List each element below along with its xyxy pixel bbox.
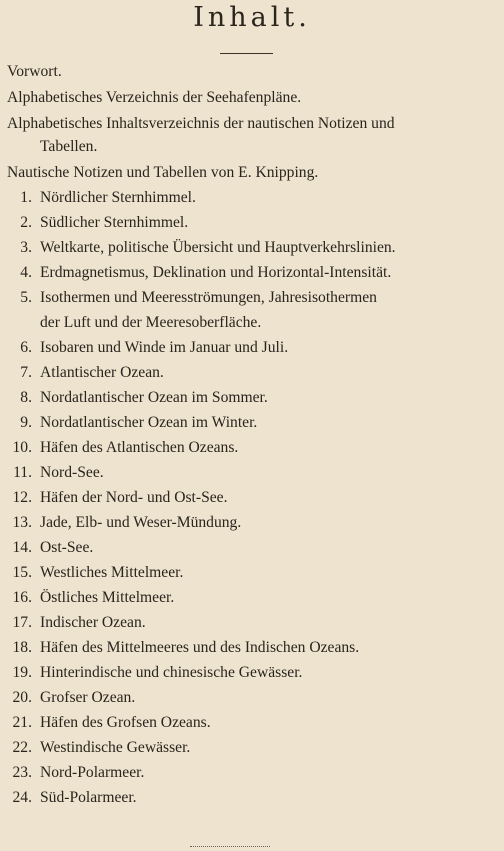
toc-number: 20.	[12, 689, 32, 706]
toc-title: Jade, Elb- und Weser-Mündung.	[40, 514, 242, 531]
toc-number: 17.	[12, 614, 32, 631]
toc-title: Nordatlantischer Ozean im Winter.	[40, 414, 258, 431]
toc-title: Nordatlantischer Ozean im Sommer.	[40, 389, 268, 406]
toc-number: 2.	[20, 214, 32, 231]
toc-number: 6.	[20, 339, 32, 356]
toc-number: 3.	[20, 239, 32, 256]
toc-number: 12.	[12, 489, 32, 506]
toc-title: Erdmagnetismus, Deklination und Horizontal-Intensität.	[40, 264, 392, 281]
toc-number: 11.	[13, 464, 32, 481]
toc-title: Indischer Ozean.	[40, 614, 146, 631]
toc-title: Isobaren und Winde im Januar und Juli.	[40, 339, 289, 356]
toc-item	[0, 188, 504, 213]
toc-item	[0, 688, 504, 713]
toc-number: 15.	[12, 564, 32, 581]
toc-item	[0, 513, 504, 538]
toc-item	[0, 538, 504, 563]
toc-item	[0, 488, 504, 513]
toc-number: 19.	[12, 664, 32, 681]
toc-number: 23.	[12, 764, 32, 781]
toc-title: Östliches Mittelmeer.	[40, 589, 175, 606]
toc-title: Häfen des Mittelmeeres und des Indischen Ozeans.	[40, 639, 360, 656]
toc-title: Süd-Polarmeer.	[40, 789, 137, 806]
toc-title: Ost-See.	[40, 539, 94, 556]
front-matter-notes-index-cont: Tabellen.	[40, 138, 98, 155]
toc-title: Weltkarte, politische Übersicht und Hauptverkehrslinien.	[40, 239, 396, 256]
toc-title: Hinterindische und chinesische Gewässer.	[40, 664, 303, 681]
toc-title: Nord-Polarmeer.	[40, 764, 145, 781]
toc-title: Häfen des Grofsen Ozeans.	[40, 714, 211, 731]
toc-item	[0, 238, 504, 263]
toc-item	[0, 463, 504, 488]
toc-item	[0, 738, 504, 763]
toc-item	[0, 588, 504, 613]
toc-title: Nord-See.	[40, 464, 104, 481]
toc-title-continuation: der Luft und der Meeresoberfläche.	[40, 314, 262, 331]
toc-title: Atlantischer Ozean.	[40, 364, 164, 381]
front-matter-harbor-index: Alphabetisches Verzeichnis der Seehafenpläne.	[7, 89, 302, 106]
front-matter-knipping: Nautische Notizen und Tabellen von E. Knipping.	[7, 164, 319, 181]
toc-item	[0, 563, 504, 588]
toc-title: Westliches Mittelmeer.	[40, 564, 184, 581]
toc-item	[0, 788, 504, 813]
toc-item	[0, 263, 504, 288]
toc-item	[0, 713, 504, 738]
toc-number: 24.	[12, 789, 32, 806]
toc-title: Häfen der Nord- und Ost-See.	[40, 489, 228, 506]
title-rule	[220, 53, 273, 54]
toc-number: 16.	[12, 589, 32, 606]
toc-number: 8.	[20, 389, 32, 406]
toc-number: 22.	[12, 739, 32, 756]
front-matter-notes-index: Alphabetisches Inhaltsverzeichnis der nautischen Notizen und	[7, 115, 395, 132]
page-title: Inhalt.	[193, 2, 311, 33]
toc-item	[0, 438, 504, 463]
toc-title: Grofser Ozean.	[40, 689, 136, 706]
toc-number: 9.	[20, 414, 32, 431]
front-matter-preface: Vorwort.	[7, 63, 62, 80]
toc-item	[0, 663, 504, 688]
toc-number: 14.	[12, 539, 32, 556]
toc-item	[0, 363, 504, 388]
toc-number: 5.	[20, 289, 32, 306]
toc-number: 13.	[12, 514, 32, 531]
toc-title: Nördlicher Sternhimmel.	[40, 189, 196, 206]
toc-item	[0, 613, 504, 638]
bottom-ornament	[190, 846, 270, 847]
toc-item	[0, 288, 504, 331]
toc-item	[0, 388, 504, 413]
toc-title: Häfen des Atlantischen Ozeans.	[40, 439, 239, 456]
toc-title: Südlicher Sternhimmel.	[40, 214, 189, 231]
toc-number: 1.	[20, 189, 32, 206]
toc-number: 21.	[12, 714, 32, 731]
toc-number: 7.	[20, 364, 32, 381]
toc-title: Isothermen und Meeresströmungen, Jahresisothermen	[40, 289, 377, 306]
toc-number: 10.	[12, 439, 32, 456]
toc-item	[0, 638, 504, 663]
toc-item	[0, 413, 504, 438]
toc-item	[0, 338, 504, 363]
toc-title: Westindische Gewässer.	[40, 739, 191, 756]
toc-item	[0, 213, 504, 238]
toc-number: 4.	[20, 264, 32, 281]
toc-number: 18.	[12, 639, 32, 656]
toc-item	[0, 763, 504, 788]
